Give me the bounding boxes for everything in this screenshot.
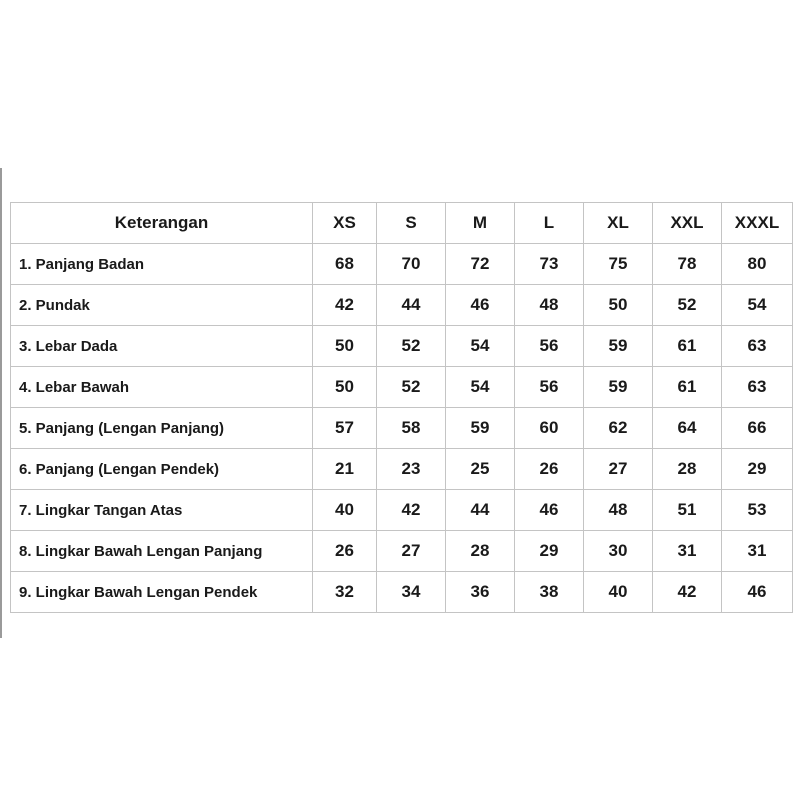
row-label: 6. Panjang (Lengan Pendek) [11, 449, 313, 490]
size-chart-table [10, 202, 793, 613]
header-size-m: M [446, 203, 515, 244]
cell-value: 38 [515, 572, 584, 613]
cell-value: 29 [722, 449, 793, 490]
cell-value: 54 [446, 367, 515, 408]
row-label: 5. Panjang (Lengan Panjang) [11, 408, 313, 449]
table-row [11, 244, 793, 285]
header-row [11, 203, 793, 244]
table-row [11, 490, 793, 531]
cell-value: 50 [584, 285, 653, 326]
cell-value: 75 [584, 244, 653, 285]
cell-value: 53 [722, 490, 793, 531]
cell-value: 70 [377, 244, 446, 285]
cell-value: 42 [653, 572, 722, 613]
cell-value: 73 [515, 244, 584, 285]
cell-value: 59 [584, 367, 653, 408]
header-size-xs: XS [313, 203, 377, 244]
cell-value: 62 [584, 408, 653, 449]
table-row [11, 408, 793, 449]
row-label: 4. Lebar Bawah [11, 367, 313, 408]
cell-value: 44 [377, 285, 446, 326]
row-label: 1. Panjang Badan [11, 244, 313, 285]
cell-value: 52 [377, 367, 446, 408]
cell-value: 48 [515, 285, 584, 326]
cell-value: 78 [653, 244, 722, 285]
cell-value: 42 [377, 490, 446, 531]
cell-value: 58 [377, 408, 446, 449]
cell-value: 27 [584, 449, 653, 490]
row-label: 8. Lingkar Bawah Lengan Panjang [11, 531, 313, 572]
cell-value: 66 [722, 408, 793, 449]
row-label: 9. Lingkar Bawah Lengan Pendek [11, 572, 313, 613]
cell-value: 63 [722, 367, 793, 408]
cell-value: 48 [584, 490, 653, 531]
cell-value: 31 [653, 531, 722, 572]
cell-value: 52 [653, 285, 722, 326]
cell-value: 64 [653, 408, 722, 449]
cell-value: 54 [722, 285, 793, 326]
cell-value: 46 [515, 490, 584, 531]
cell-value: 32 [313, 572, 377, 613]
header-size-l: L [515, 203, 584, 244]
left-edge-line [0, 168, 2, 638]
cell-value: 21 [313, 449, 377, 490]
cell-value: 61 [653, 326, 722, 367]
table-row [11, 285, 793, 326]
cell-value: 50 [313, 367, 377, 408]
cell-value: 36 [446, 572, 515, 613]
cell-value: 54 [446, 326, 515, 367]
cell-value: 46 [446, 285, 515, 326]
cell-value: 50 [313, 326, 377, 367]
cell-value: 60 [515, 408, 584, 449]
cell-value: 40 [584, 572, 653, 613]
cell-value: 56 [515, 367, 584, 408]
cell-value: 23 [377, 449, 446, 490]
cell-value: 80 [722, 244, 793, 285]
header-keterangan: Keterangan [11, 203, 313, 244]
cell-value: 52 [377, 326, 446, 367]
cell-value: 29 [515, 531, 584, 572]
row-label: 2. Pundak [11, 285, 313, 326]
cell-value: 25 [446, 449, 515, 490]
cell-value: 28 [653, 449, 722, 490]
cell-value: 56 [515, 326, 584, 367]
table-row [11, 367, 793, 408]
header-size-xxxl: XXXL [722, 203, 793, 244]
cell-value: 59 [584, 326, 653, 367]
row-label: 7. Lingkar Tangan Atas [11, 490, 313, 531]
cell-value: 28 [446, 531, 515, 572]
cell-value: 26 [515, 449, 584, 490]
row-label: 3. Lebar Dada [11, 326, 313, 367]
cell-value: 51 [653, 490, 722, 531]
cell-value: 68 [313, 244, 377, 285]
cell-value: 63 [722, 326, 793, 367]
table-row [11, 326, 793, 367]
cell-value: 46 [722, 572, 793, 613]
cell-value: 31 [722, 531, 793, 572]
header-size-xxl: XXL [653, 203, 722, 244]
table-row [11, 572, 793, 613]
cell-value: 59 [446, 408, 515, 449]
cell-value: 72 [446, 244, 515, 285]
cell-value: 40 [313, 490, 377, 531]
cell-value: 44 [446, 490, 515, 531]
cell-value: 42 [313, 285, 377, 326]
header-size-s: S [377, 203, 446, 244]
cell-value: 30 [584, 531, 653, 572]
table-row [11, 449, 793, 490]
cell-value: 61 [653, 367, 722, 408]
table-row [11, 531, 793, 572]
cell-value: 34 [377, 572, 446, 613]
cell-value: 27 [377, 531, 446, 572]
header-size-xl: XL [584, 203, 653, 244]
cell-value: 57 [313, 408, 377, 449]
cell-value: 26 [313, 531, 377, 572]
